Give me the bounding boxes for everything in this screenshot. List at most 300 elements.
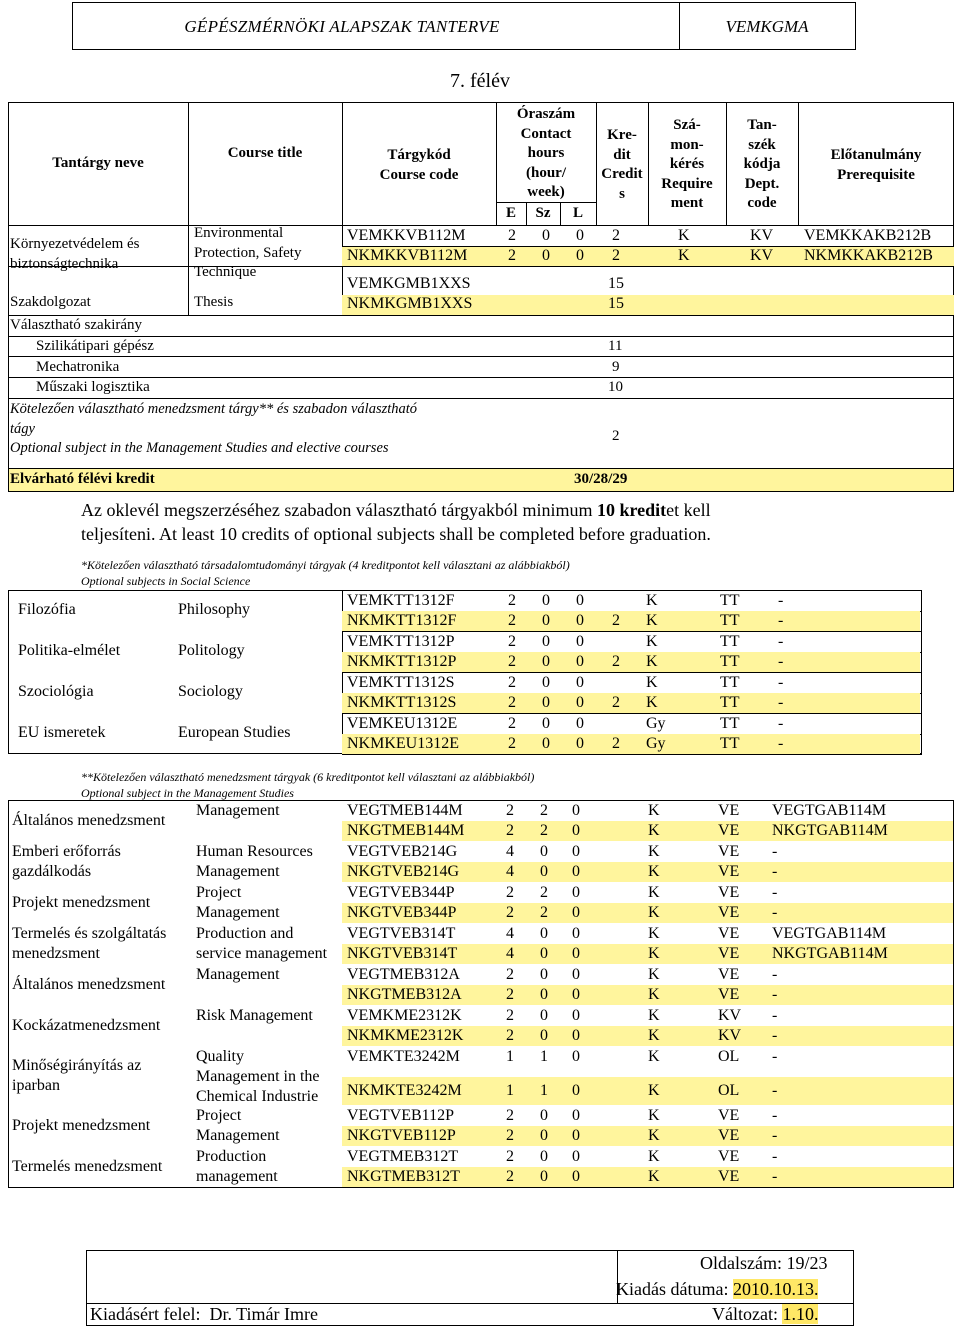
mgmt-cell: NKGTGAB114M [772, 945, 888, 962]
mgmt-cell: 0 [540, 945, 548, 962]
mgmt-cell: 0 [572, 1007, 580, 1024]
mgmt-cell: 2 [506, 904, 514, 921]
col-dept: Tan- szék kódja Dept. code [743, 117, 781, 211]
social-cell: K [646, 674, 658, 691]
col-credit: Kre- dit Credit s [601, 127, 643, 202]
mgmt-cell: 1 [540, 1082, 548, 1099]
mgmt-cell: NKGTVEB314T [347, 945, 458, 962]
mgmt-cell: VEGTMEB312A [347, 966, 460, 983]
social-cell: VEMKEU1312E [347, 715, 458, 732]
mgmt-en-5 [196, 1006, 313, 1026]
mgmt-cell: - [772, 1082, 778, 1099]
muszaki-logisztika-credit: 10 [608, 379, 623, 395]
mgmt-cell: VEGTMEB312T [347, 1148, 459, 1165]
release-date: Kiadás dátuma: 2010.10.13. [616, 1279, 819, 1299]
mgmt-en-4 [196, 965, 280, 985]
mgmt-en-line: Risk Management [196, 1007, 313, 1024]
mgmt-hu-line: Általános menedzsment [12, 976, 166, 993]
mgmt-en-1 [196, 842, 313, 882]
col-tantargy-neve: Tantárgy neve [52, 155, 144, 171]
mgmt-cell: 2 [506, 884, 514, 901]
social-cell: 0 [576, 653, 584, 670]
mgmt-row-0-r2 [342, 821, 953, 841]
social-cell: - [778, 653, 784, 670]
mgmt-cell: - [772, 966, 778, 983]
mgmt-cell: K [648, 1007, 660, 1024]
version: Változat: 1.10. [712, 1304, 819, 1324]
mgmt-cell: VE [718, 843, 740, 860]
mgmt-hu-4 [12, 975, 165, 995]
mgmt-en-line: Production and [196, 925, 294, 942]
mgmt-cell: NKMKTE3242M [347, 1082, 462, 1099]
social-hu-3: EU ismeretek [18, 724, 106, 741]
mgmt-cell: VEGTVEB214G [347, 843, 458, 860]
responsible: Kiadásért felel: Dr. Timár Imre [90, 1304, 318, 1324]
mgmt-cell: - [772, 904, 778, 921]
social-cell: TT [720, 715, 740, 732]
mgmt-cell: VE [718, 966, 740, 983]
social-cell: 2 [612, 612, 620, 629]
social-row-2-r1 [342, 673, 920, 693]
thesis-row-2: NKMKGMB1XXS 15 [342, 295, 954, 315]
env-course-en: Environmental Protection, Safety Technique [194, 225, 302, 280]
mgmt-cell: 0 [572, 904, 580, 921]
mgmt-cell: K [648, 925, 660, 942]
thesis-hu: Szakdolgozat [10, 294, 91, 310]
mgmt-cell: OL [718, 1048, 740, 1065]
mgmt-cell: 2 [506, 966, 514, 983]
mgmt-row-4-r1 [342, 965, 953, 985]
social-cell: 0 [542, 612, 550, 629]
mgmt-cell: VE [718, 945, 740, 962]
mgmt-en-line: Project [196, 1107, 242, 1124]
social-cell: TT [720, 694, 740, 711]
mgmt-cell: K [648, 884, 660, 901]
mgmt-cell: 0 [572, 986, 580, 1003]
mgmt-cell: NKGTVEB214G [347, 863, 459, 880]
col-prereq: Előtanulmány Prerequisite [830, 147, 922, 183]
mgmt-cell: 4 [506, 945, 514, 962]
social-cell: - [778, 694, 784, 711]
mgmt-cell: NKGTVEB112P [347, 1127, 456, 1144]
mgmt-cell: 1 [540, 1048, 548, 1065]
mgmt-cell: OL [718, 1082, 740, 1099]
mgmt-cell: 4 [506, 925, 514, 942]
mgmt-row-8-r2 [342, 1167, 953, 1187]
kotelezoen-credit: 2 [612, 428, 620, 444]
col-sz: Sz [535, 205, 551, 221]
mgmt-cell: 0 [540, 1148, 548, 1165]
mgmt-en-line: Project [196, 884, 242, 901]
mgmt-cell: - [772, 1007, 778, 1024]
mgmt-caption: **Kötelezően választható menedzsment tárgyak (6 kreditpontot kell választani az alábbiakból) Optional subject in the Management Studies [81, 770, 535, 800]
social-cell: 2 [612, 735, 620, 752]
social-cell: - [778, 715, 784, 732]
mgmt-hu-line: iparban [12, 1077, 60, 1094]
mgmt-cell: K [648, 822, 660, 839]
mgmt-row-7-r1 [342, 1106, 953, 1126]
mgmt-cell: 0 [540, 1007, 548, 1024]
graduation-note: Az oklevél megszerzéséhez szabadon választható tárgyakból minimum 10 kreditet kell teljesíteni. At least 10 credits of optional subjects shall be completed before graduation. [81, 500, 711, 544]
mgmt-cell: 1 [506, 1048, 514, 1065]
social-cell: 0 [542, 715, 550, 732]
header-box [72, 2, 856, 50]
social-cell: K [646, 653, 658, 670]
mgmt-en-line: Management [196, 1127, 280, 1144]
mgmt-hu-1 [12, 842, 121, 882]
mgmt-cell: K [648, 945, 660, 962]
mgmt-cell: 2 [506, 802, 514, 819]
social-cell: TT [720, 633, 740, 650]
social-row-2-r2 [342, 693, 920, 713]
social-row-3-r2 [342, 734, 920, 754]
mgmt-cell: 0 [572, 1168, 580, 1185]
mgmt-cell: 2 [540, 802, 548, 819]
social-en-1: Politology [178, 642, 245, 659]
mgmt-cell: VEGTVEB314T [347, 925, 456, 942]
mgmt-cell: VE [718, 1168, 740, 1185]
mechatronika: Mechatronika [36, 359, 120, 375]
social-cell: VEMKTT1312F [347, 592, 455, 609]
mgmt-en-line: Chemical Industrie [196, 1088, 319, 1105]
social-hu-1: Politika-elmélet [18, 642, 121, 659]
social-cell: TT [720, 735, 740, 752]
social-cell: NKMKTT1312P [347, 653, 457, 670]
mgmt-row-4-r2 [342, 985, 953, 1005]
mgmt-cell: NKGTGAB114M [772, 822, 888, 839]
col-targykod: Tárgykód Course code [379, 147, 459, 183]
mgmt-en-8 [196, 1147, 278, 1187]
mgmt-cell: - [772, 986, 778, 1003]
mgmt-cell: 2 [506, 1127, 514, 1144]
mgmt-cell: NKGTMEB312A [347, 986, 462, 1003]
row-line [342, 754, 922, 755]
mgmt-cell: VE [718, 884, 740, 901]
social-cell: 2 [508, 694, 516, 711]
social-cell: NKMKTT1312S [347, 694, 457, 711]
mgmt-row-1-r1 [342, 842, 953, 862]
social-cell: 2 [508, 735, 516, 752]
mgmt-hu-line: Kockázatmenedzsment [12, 1017, 161, 1034]
mgmt-cell: 2 [506, 1007, 514, 1024]
mgmt-hu-6 [12, 1056, 141, 1096]
mgmt-cell: VE [718, 863, 740, 880]
mgmt-hu-5 [12, 1016, 160, 1036]
mgmt-cell: 2 [506, 1148, 514, 1165]
mgmt-cell: - [772, 1148, 778, 1165]
mgmt-row-3-r1 [342, 924, 953, 944]
social-cell: 2 [508, 612, 516, 629]
mgmt-cell: - [772, 863, 778, 880]
col-l: L [572, 205, 583, 221]
mgmt-cell: VEGTVEB112P [347, 1107, 454, 1124]
mgmt-en-0 [196, 801, 280, 821]
mgmt-en-line: Management [196, 863, 280, 880]
social-cell: 2 [508, 715, 516, 732]
mgmt-cell: K [648, 1127, 660, 1144]
mgmt-cell: 2 [506, 1107, 514, 1124]
social-cell: TT [720, 674, 740, 691]
social-cell: 2 [508, 653, 516, 670]
mgmt-hu-line: Emberi erőforrás [12, 843, 121, 860]
mgmt-cell: VE [718, 1148, 740, 1165]
social-en-0: Philosophy [178, 601, 251, 618]
social-cell: Gy [646, 735, 666, 752]
mgmt-cell: VEGTVEB344P [347, 884, 455, 901]
social-cell: 0 [542, 694, 550, 711]
mgmt-cell: VEGTGAB114M [772, 925, 887, 942]
mgmt-cell: 4 [506, 863, 514, 880]
mgmt-cell: K [648, 966, 660, 983]
social-cell: - [778, 674, 784, 691]
mgmt-cell: 0 [572, 802, 580, 819]
social-cell: 0 [576, 592, 584, 609]
mgmt-cell: VEMKTE3242M [347, 1048, 460, 1065]
mgmt-en-line: Management in the [196, 1068, 320, 1085]
mgmt-cell: VE [718, 1127, 740, 1144]
mgmt-en-line: Management [196, 802, 280, 819]
social-cell: VEMKTT1312S [347, 674, 455, 691]
social-cell: 2 [508, 592, 516, 609]
mgmt-cell: K [648, 1107, 660, 1124]
mgmt-cell: 0 [540, 1027, 548, 1044]
social-cell: NKMKEU1312E [347, 735, 459, 752]
semester-title: 7. félév [450, 70, 510, 92]
mgmt-en-2 [196, 883, 280, 923]
social-cell: 2 [508, 633, 516, 650]
valaszthato-szakirany: Választható szakirány [10, 317, 143, 333]
mgmt-cell: 0 [540, 925, 548, 942]
mgmt-hu-line: gazdálkodás [12, 863, 92, 880]
social-cell: K [646, 694, 658, 711]
mgmt-cell: K [648, 1027, 660, 1044]
mgmt-cell: K [648, 863, 660, 880]
mgmt-hu-line: Projekt menedzsment [12, 894, 151, 911]
mgmt-hu-line: Projekt menedzsment [12, 1117, 151, 1134]
mgmt-row-6-r2 [342, 1077, 953, 1105]
mgmt-cell: - [772, 1048, 778, 1065]
mgmt-cell: 0 [540, 1127, 548, 1144]
social-cell: 2 [612, 653, 620, 670]
mgmt-cell: 1 [506, 1082, 514, 1099]
mgmt-cell: K [648, 1082, 660, 1099]
social-caption: *Kötelezően választható társadalomtudományi tárgyak (4 kreditpontot kell választani az alábbiakból) Optional subjects in Social Science [81, 558, 570, 588]
mgmt-row-3-r2 [342, 944, 953, 964]
mgmt-cell: 0 [540, 843, 548, 860]
mgmt-cell: VE [718, 802, 740, 819]
social-cell: TT [720, 592, 740, 609]
mgmt-cell: 0 [572, 843, 580, 860]
mgmt-en-line: Production [196, 1148, 267, 1165]
mgmt-cell: NKMKME2312K [347, 1027, 464, 1044]
social-row-1-r1 [342, 632, 920, 652]
mgmt-hu-line: Általános menedzsment [12, 812, 166, 829]
mgmt-hu-8 [12, 1157, 162, 1177]
mgmt-cell: 2 [540, 822, 548, 839]
mgmt-cell: 0 [572, 1082, 580, 1099]
mgmt-en-line: Management [196, 904, 280, 921]
social-row-0-r1 [342, 591, 920, 611]
mgmt-cell: 0 [540, 1168, 548, 1185]
social-en-3: European Studies [178, 724, 291, 741]
mgmt-en-line: Quality [196, 1048, 244, 1065]
mgmt-row-5-r1 [342, 1006, 953, 1026]
mgmt-cell: VE [718, 925, 740, 942]
social-cell: 0 [542, 633, 550, 650]
szilikatipari-credit: 11 [608, 338, 623, 354]
mgmt-cell: K [648, 904, 660, 921]
header-right-title: VEMKGMA [725, 17, 809, 36]
mgmt-en-line: service management [196, 945, 328, 962]
mgmt-cell: - [772, 1027, 778, 1044]
mgmt-cell: K [648, 1168, 660, 1185]
mgmt-cell: - [772, 1107, 778, 1124]
social-row-3-r1 [342, 714, 920, 734]
social-cell: 0 [542, 653, 550, 670]
mgmt-en-line: Management [196, 966, 280, 983]
thesis-en: Thesis [194, 294, 234, 310]
mgmt-cell: 0 [572, 1127, 580, 1144]
szilikatipari: Szilikátipari gépész [36, 338, 154, 354]
social-cell: 2 [612, 694, 620, 711]
social-cell: TT [720, 612, 740, 629]
mgmt-cell: VE [718, 986, 740, 1003]
mgmt-cell: 0 [572, 1107, 580, 1124]
mgmt-cell: K [648, 1048, 660, 1065]
mgmt-row-6-r1 [342, 1047, 953, 1067]
page-number: Oldalszám: 19/23 [700, 1253, 828, 1273]
mgmt-cell: KV [718, 1007, 742, 1024]
mgmt-cell: 2 [540, 884, 548, 901]
mgmt-cell: 0 [540, 986, 548, 1003]
mgmt-cell: VEGTMEB144M [347, 802, 463, 819]
social-row-1-r2 [342, 652, 920, 672]
mgmt-en-line: Human Resources [196, 843, 313, 860]
social-cell: 2 [508, 674, 516, 691]
mgmt-cell: 4 [506, 843, 514, 860]
mgmt-cell: K [648, 1148, 660, 1165]
mgmt-cell: 0 [572, 863, 580, 880]
mgmt-cell: 0 [572, 884, 580, 901]
col-requirement: Szá- mon- kérés Require ment [661, 117, 713, 211]
mgmt-hu-7 [12, 1116, 150, 1136]
mgmt-cell: K [648, 843, 660, 860]
thesis-row-1: VEMKGMB1XXS 15 [347, 275, 624, 292]
mgmt-cell: 2 [506, 986, 514, 1003]
social-cell: 0 [542, 735, 550, 752]
mgmt-row-0-r1 [342, 801, 953, 821]
mgmt-cell: 2 [506, 1168, 514, 1185]
col-e: E [505, 205, 516, 221]
elvarhato-label: Elvárható félévi kredit [10, 471, 155, 487]
mgmt-hu-line: Termelés és szolgáltatás [12, 925, 167, 942]
mgmt-hu-line: Minőségirányítás az [12, 1057, 142, 1074]
mgmt-cell: 0 [572, 1027, 580, 1044]
social-cell: K [646, 612, 658, 629]
mgmt-cell: VE [718, 822, 740, 839]
mgmt-row-2-r2 [342, 903, 953, 923]
mgmt-cell: 0 [540, 863, 548, 880]
social-row-0-r2 [342, 611, 920, 631]
mgmt-cell: 2 [540, 904, 548, 921]
mgmt-cell: 0 [540, 1107, 548, 1124]
social-cell: 0 [542, 674, 550, 691]
social-cell: - [778, 592, 784, 609]
col-hours: Óraszám Contact hours (hour/ week) [516, 106, 576, 200]
mgmt-cell: K [648, 986, 660, 1003]
mgmt-row-7-r2 [342, 1126, 953, 1146]
social-hu-2: Szociológia [18, 683, 94, 700]
mgmt-hu-0 [12, 811, 165, 831]
mgmt-row-1-r2 [342, 862, 953, 882]
mgmt-cell: NKGTVEB344P [347, 904, 457, 921]
kotelezoen-valaszthato: Kötelezően választható menedzsment tárgy** és szabadon választható tágy Optional subject in the Management Studies and elective courses [10, 401, 418, 456]
social-cell: 0 [576, 715, 584, 732]
mgmt-cell: - [772, 843, 778, 860]
env-row-2: NKMKKVB112M 2 0 0 2 K KV NKMKKAKB212B [342, 247, 954, 266]
mgmt-cell: VE [718, 904, 740, 921]
mgmt-cell: 2 [506, 822, 514, 839]
social-cell: 0 [576, 735, 584, 752]
env-course-hu: Környezetvédelem és biztonságtechnika [10, 236, 140, 272]
social-cell: VEMKTT1312P [347, 633, 455, 650]
social-cell: 0 [576, 633, 584, 650]
mgmt-cell: 2 [506, 1027, 514, 1044]
mgmt-cell: 0 [572, 925, 580, 942]
social-cell: K [646, 633, 658, 650]
main-table [8, 102, 954, 492]
social-hu-0: Filozófia [18, 601, 76, 618]
mgmt-cell: VEGTGAB114M [772, 802, 887, 819]
mgmt-hu-line: menedzsment [12, 945, 100, 962]
mgmt-cell: - [772, 1127, 778, 1144]
env-row-1: VEMKKVB112M 2 0 0 2 K KV VEMKKAKB212B [347, 227, 932, 244]
mgmt-cell: 0 [572, 966, 580, 983]
mgmt-cell: NKGTMEB312T [347, 1168, 460, 1185]
footer-box [86, 1250, 854, 1326]
mgmt-cell: - [772, 1168, 778, 1185]
mgmt-en-6 [196, 1047, 320, 1107]
mgmt-cell: NKGTMEB144M [347, 822, 465, 839]
mgmt-en-7 [196, 1106, 280, 1146]
mgmt-row-2-r1 [342, 883, 953, 903]
social-cell: 0 [576, 612, 584, 629]
mgmt-cell: - [772, 884, 778, 901]
social-cell: - [778, 612, 784, 629]
elvarhato-credit: 30/28/29 [574, 471, 628, 487]
muszaki-logisztika: Műszaki logisztika [36, 379, 150, 395]
mgmt-cell: 0 [572, 1148, 580, 1165]
mgmt-en-line: management [196, 1168, 278, 1185]
social-cell: - [778, 633, 784, 650]
header-left-title: GÉPÉSZMÉRNÖKI ALAPSZAK TANTERVE [184, 17, 500, 36]
mgmt-cell: 0 [572, 945, 580, 962]
mgmt-cell: KV [718, 1027, 742, 1044]
mechatronika-credit: 9 [612, 359, 620, 375]
mgmt-row-5-r2 [342, 1026, 953, 1046]
mgmt-cell: VE [718, 1107, 740, 1124]
mgmt-hu-3 [12, 924, 166, 964]
social-cell: TT [720, 653, 740, 670]
social-cell: - [778, 735, 784, 752]
mgmt-cell: 0 [572, 1048, 580, 1065]
social-cell: Gy [646, 715, 666, 732]
social-cell: 0 [542, 592, 550, 609]
mgmt-cell: 0 [572, 822, 580, 839]
col-course-title: Course title [227, 145, 303, 161]
social-cell: 0 [576, 674, 584, 691]
mgmt-hu-2 [12, 893, 150, 913]
